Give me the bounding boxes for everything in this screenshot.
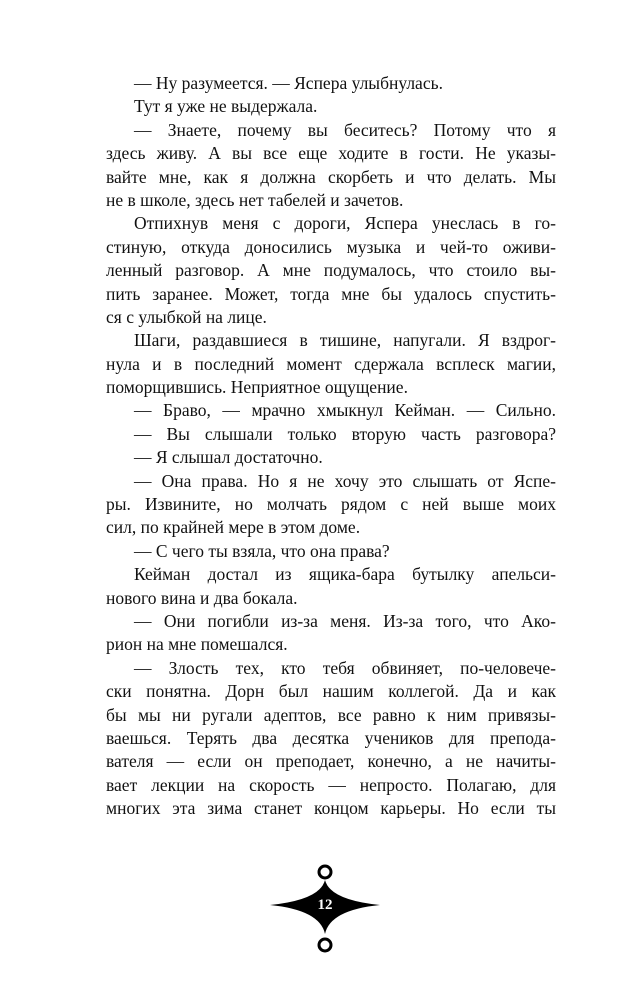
text-line: ры. Извините, но молчать рядом с ней выше моих xyxy=(106,494,556,515)
text-line: поморщившись. Неприятное ощущение. xyxy=(106,377,408,398)
text-line: пить заранее. Может, тогда мне бы удалось спустить- xyxy=(106,283,556,304)
text-line: ски понятна. Дорн был нашим коллегой. Да и как xyxy=(106,681,556,702)
text-line: многих эта зима станет концом карьеры. Но если ты xyxy=(106,798,556,819)
text-line: нового вина и два бокала. xyxy=(106,587,298,608)
text-line: вает лекции на скорость — непросто. Полагаю, для xyxy=(106,774,556,795)
text-line: — Они погибли из-за меня. Из-за того, что Ако- xyxy=(134,610,556,631)
text-line: стиную, откуда доносились музыка и чей-то оживи- xyxy=(106,236,556,257)
text-line: — Я слышал достаточно. xyxy=(134,447,323,468)
text-line: сил, по крайней мере в этом доме. xyxy=(106,517,361,538)
text-line: — Знаете, почему вы беситесь? Потому что я xyxy=(134,119,556,140)
text-line: — Вы слышали только вторую часть разговора? xyxy=(134,423,556,444)
text-line: ваешься. Терять два десятка учеников для препода- xyxy=(106,727,556,748)
text-line: Отпихнув меня с дороги, Яспера унеслась в го- xyxy=(134,213,556,234)
text-line: ленный разговор. А мне подумалось, что стоило вы- xyxy=(106,260,556,281)
text-line: вайте мне, как я должна скорбеть и что делать. Мы xyxy=(106,166,556,187)
text-line: рион на мне помешался. xyxy=(106,634,288,655)
body-text xyxy=(106,72,556,821)
text-line: — Она права. Но я не хочу это слышать от Яспе- xyxy=(134,470,556,491)
text-line: — С чего ты взяла, что она права? xyxy=(134,540,390,561)
text-line: — Злость тех, кто тебя обвиняет, по-человече- xyxy=(134,657,556,678)
text-line: вателя — если он преподает, конечно, а не начиты- xyxy=(106,751,556,772)
text-line: не в школе, здесь нет табелей и зачетов. xyxy=(106,189,404,210)
text-line: нула и в последний момент сдержала всплеск магии, xyxy=(106,353,556,374)
text-line: Шаги, раздавшиеся в тишине, напугали. Я вздрог- xyxy=(134,330,556,351)
text-line: здесь живу. А вы все еще ходите в гости. Не указы- xyxy=(106,143,556,164)
text-line: Тут я уже не выдержала. xyxy=(134,96,318,117)
text-line: бы мы ни ругали адептов, все равно к ним привязы- xyxy=(106,704,556,725)
page-number-ornament xyxy=(270,862,380,957)
page-number: 12 xyxy=(317,897,333,913)
text-line: Кейман достал из ящика-бара бутылку апельси- xyxy=(134,564,556,585)
text-line: ся с улыбкой на лице. xyxy=(106,306,267,327)
text-line: — Ну разумеется. — Яспера улыбнулась. xyxy=(134,73,443,93)
text-line: — Браво, — мрачно хмыкнул Кейман. — Сильно. xyxy=(134,400,556,421)
